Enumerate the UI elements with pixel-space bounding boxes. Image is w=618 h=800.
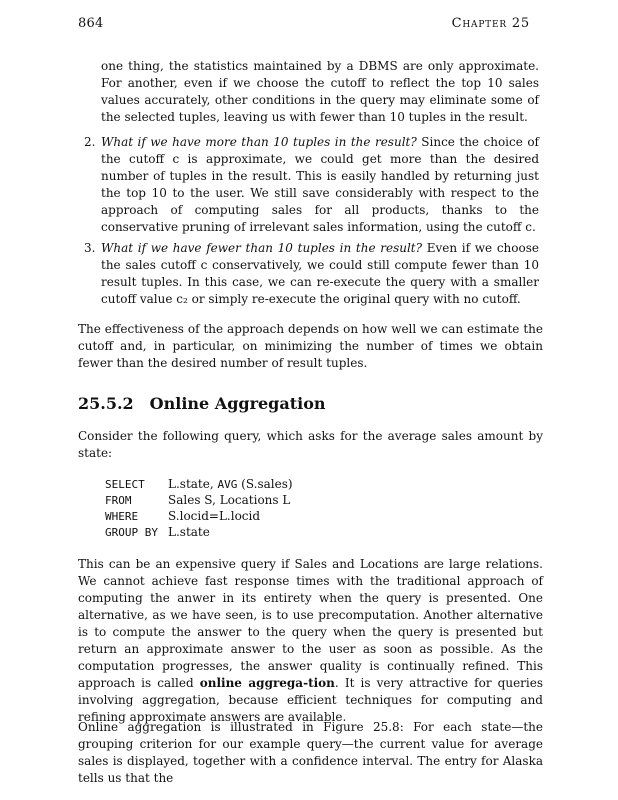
- item-body: Since the choice of the cutoff c is approximate, we could get more than the desired number of tuples in the result. This is easily handled by returning just the top 10 to the user. We still save considerably with respect to the approach of computing sales for all products, thanks to the conservative pruning of irrelevant sales information, using the cutoff c.: [101, 135, 539, 234]
- chapter-header: Chapter 25: [451, 16, 530, 31]
- list-item-number: 3.: [84, 241, 96, 255]
- paragraph-expensive: This can be an expensive query if Sales and Locations are large relations. We cannot achieve fast response times with the traditional approach of computing the anwer in its entirety when the query is presented. One alternative, as we have seen, is to use precomputation. Another alternative is to compute the answer to the query when the query is presented but return an approximate answer to the user as soon as possible. As the computation progresses, the answer quality is continually refined. This approach is called online aggrega-tion. It is very attractive for queries involving aggregation, because efficient techniques for computing and refining approximate answers are available.: [78, 557, 544, 724]
- section-number: 25.5.2: [78, 394, 134, 413]
- item-question: What if we have fewer than 10 tuples in the result?: [101, 241, 423, 255]
- section-title: Online Aggregation: [149, 394, 326, 413]
- list-item-text: [101, 134, 539, 236]
- paragraph-online: Online aggregation is illustrated in Figure 25.8: For each state—the grouping criterion for our example query—the current value for average sales is displayed, together with a confidence interval. The entry for Alaska tells us that the: [78, 720, 543, 785]
- sql-keyword: WHERE: [105, 510, 139, 523]
- sql-line: GROUP BY L.state: [105, 525, 210, 539]
- sql-keyword: SELECT: [105, 478, 145, 491]
- sql-line: SELECT L.state, AVG (S.sales): [105, 477, 293, 491]
- sql-keyword: FROM: [105, 494, 132, 507]
- term-online-aggregation: online aggrega-tion: [199, 676, 335, 690]
- sql-keyword: AVG: [217, 478, 238, 491]
- paragraph-effectiveness: The effectiveness of the approach depends on how well we can estimate the cutoff and, in particular, on minimizing the number of times we obtain fewer than the desired number of result tuples.: [78, 322, 543, 370]
- continued-paragraph: one thing, the statistics maintained by a DBMS are only approximate. For another, even if we choose the cutoff to reflect the top 10 sales values accurately, other conditions in the query may eliminate some of the selected tuples, leaving us with fewer than 10 tuples in the result.: [101, 59, 539, 124]
- sql-line: FROM Sales S, Locations L: [105, 493, 291, 507]
- item-body: Even if we choose the sales cutoff c conservatively, we could still compute fewer than 10 result tuples. In this case, we can re-execute the query with a smaller cutoff value c₂ or simply re-execute the original query with no cutoff.: [101, 241, 539, 306]
- item-question: What if we have more than 10 tuples in the result?: [101, 135, 417, 149]
- list-item-number: 2.: [84, 135, 96, 149]
- sql-keyword: GROUP BY: [105, 526, 158, 539]
- list-item-text: [101, 240, 539, 308]
- page-number: 864: [78, 16, 104, 31]
- section-heading: [78, 394, 326, 413]
- sql-line: WHERE S.locid=L.locid: [105, 509, 261, 523]
- paragraph-consider: Consider the following query, which asks for the average sales amount by state:: [78, 429, 543, 460]
